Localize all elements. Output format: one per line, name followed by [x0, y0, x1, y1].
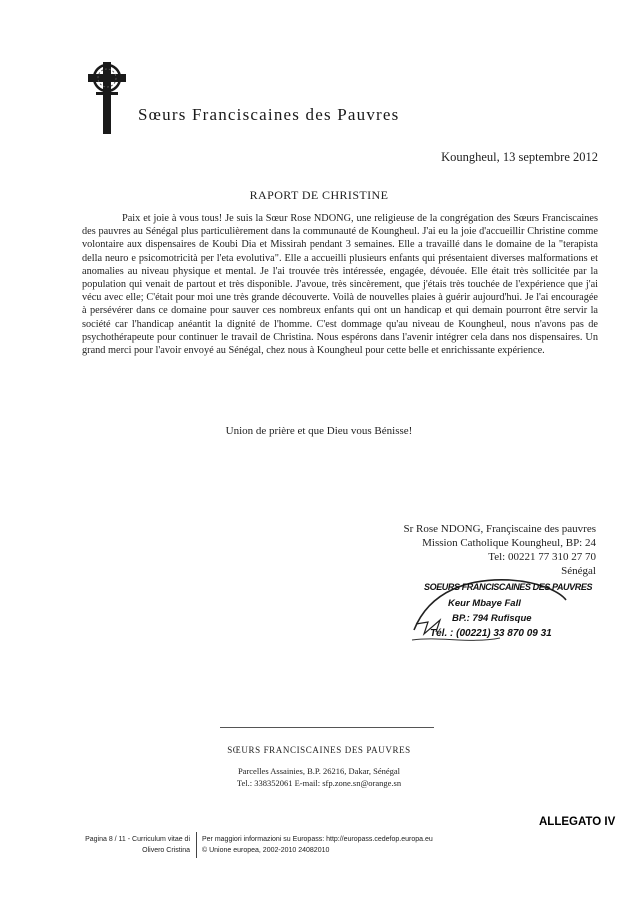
copyright-notice: © Unione europea, 2002-2010 24082010 — [202, 847, 330, 854]
congregation-logo — [84, 62, 130, 134]
stamp-line-2: Keur Mbaye Fall — [448, 598, 521, 609]
stamp-line-4: Tél. : (00221) 33 870 09 31 — [430, 628, 552, 639]
footer-address: Parcelles Assainies, B.P. 26216, Dakar, Sénégal — [237, 766, 401, 776]
signature-tel: Tel: 00221 77 310 27 70 — [488, 551, 596, 563]
annex-label: ALLEGATO IV — [539, 816, 616, 828]
letter-body: Paix et joie à vous tous! Je suis la Sœur Rose NDONG, une religieuse de la congrégation des Sœurs Franciscaines des pauvres au Sénégal plus particulièrement dans la communauté de Koungheul. J'ai eu la joie d'accueillir Christine comme volontaire aux dispensaires de Koubi Dia et Missirah pendant 3 semaines. Elle a travaillé dans le domaine de la "terapista della neuro e psicomotricità per l'eta evolutiva". Elle a accueilli plusieurs enfants qui présentaient diverses malformations et anomalies au niveau physique et mental. Je l'ai trouvée très intéressée, engagée, dévouée. Elle était très sollicitée par la population qui venait de partout et très disponible. J'avoue, très sincèrement, que j'étais très touchée de l'expérience que j'ai vécu avec elle; C'était pour moi une très grande découverte. Voilà de nouvelles plaies à guérir aujourd'hui. Je l'ai encouragée à persévérer dans ce domaine pour sauver ces nombreux enfants qui ont un handicap et qui demain pourront être servir la société car l'handicap anéantit la dignité de l'homme. C'est dommage qu'au niveau de Koungheul, nous n'avons pas de psychothérapeute pour continuer le travail de Christina. Nous espérons dans l'avenir intégrer cela dans nos dispensaires. Un grand merci pour l'avoir envoyé au Sénégal, chez nous à Koungheul pour cette belle et enrichissante expérience. — [82, 213, 598, 357]
page-footer-right — [202, 834, 433, 856]
signature-country: Sénégal — [561, 565, 596, 577]
cv-owner: Olivero Cristina — [142, 847, 190, 854]
footer-divider — [220, 727, 434, 728]
signature-name: Sr Rose NDONG, Françiscaine des pauvres — [403, 523, 596, 535]
page-number: Pagina 8 / 11 - Curriculum vitae di — [85, 836, 190, 843]
stamp-line-1: SOEURS FRANCISCAINES DES PAUVRES — [424, 582, 593, 592]
footer-contact: Tel.: 338352061 E-mail: sfp.zone.sn@orange.sn — [236, 778, 402, 788]
europass-info: Per maggiori informazioni su Europass: http://europass.cedefop.europa.eu — [202, 836, 433, 843]
stamp-line-3: BP.: 794 Rufisque — [452, 613, 532, 624]
letter-date: Koungheul, 13 septembre 2012 — [441, 150, 598, 164]
footer-org-name: SŒURS FRANCISCAINES DES PAUVRES — [227, 745, 411, 755]
page-footer-left — [78, 834, 190, 856]
org-title: Sœurs Franciscaines des Pauvres — [138, 105, 400, 124]
page-footer-separator — [196, 832, 197, 858]
footer-address-block — [0, 765, 638, 789]
signature-mission: Mission Catholique Koungheul, BP: 24 — [422, 537, 596, 549]
cross-crown-of-thorns-icon — [84, 62, 130, 134]
report-title: RAPORT DE CHRISTINE — [249, 188, 389, 202]
letter-closing: Union de prière et que Dieu vous Bénisse! — [225, 425, 413, 437]
